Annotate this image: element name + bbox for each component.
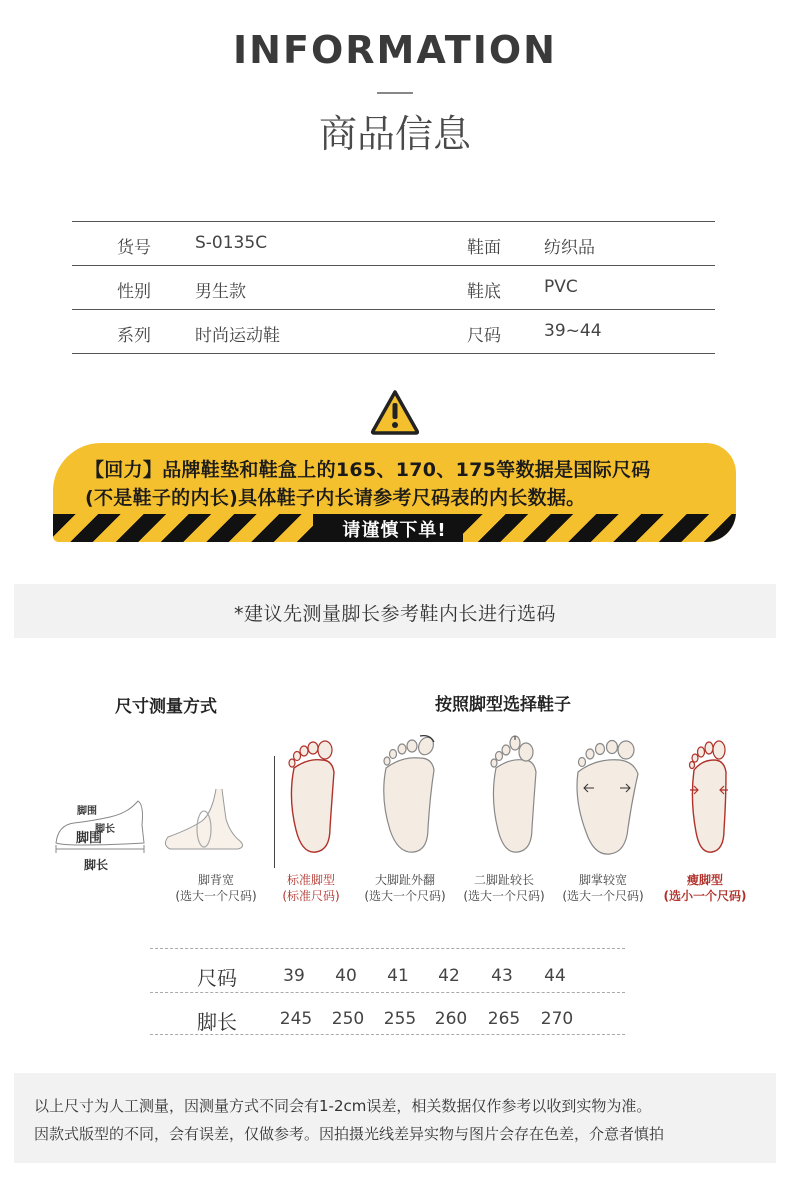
- foot-type-caption: [358, 872, 452, 904]
- instep-measure-icon: [160, 785, 255, 855]
- foot-type-advice: (选大一个尺码): [463, 889, 545, 903]
- foot-type-advice: (选大一个尺码): [562, 889, 644, 903]
- length-label: 脚长: [84, 858, 109, 872]
- section-divider: [274, 756, 275, 868]
- disclaimer-line-2: 因款式版型的不同，会有误差，仅做参考。因拍摄光线差异实物与图片会存在色差，介意者慎拍: [34, 1125, 665, 1143]
- size-cell: 43: [491, 966, 513, 986]
- length-cell: 250: [331, 1009, 365, 1029]
- page-subtitle: 商品信息: [318, 112, 471, 156]
- foot-type-name: 瘦脚型: [686, 873, 723, 887]
- spec-row: [72, 222, 715, 266]
- length-cell: 245: [279, 1009, 313, 1029]
- spec-label: 鞋面: [467, 238, 501, 258]
- slim-foot-icon: [682, 738, 736, 858]
- bunion-foot-icon: [376, 732, 446, 858]
- spec-label: 尺码: [467, 326, 501, 346]
- foot-type-heading: 按照脚型选择鞋子: [435, 695, 571, 715]
- foot-type-advice: (标准尺码): [282, 889, 340, 903]
- size-cell: 42: [438, 966, 460, 986]
- size-cell: 41: [387, 966, 409, 986]
- spec-row: [72, 310, 715, 354]
- spec-value: 时尚运动鞋: [195, 326, 280, 346]
- foot-type-name: 二脚趾较长: [473, 873, 534, 887]
- suggestion-band: [14, 584, 776, 638]
- spec-label: 性别: [117, 282, 151, 302]
- disclaimer-band: [14, 1073, 776, 1163]
- size-cell: 44: [544, 966, 566, 986]
- size-cell: 39: [283, 966, 305, 986]
- warning-banner: [53, 443, 736, 542]
- disclaimer-line-1: 以上尺寸为人工测量，因测量方式不同会有1-2cm误差，相关数据仅作参考以收到实物为准。: [34, 1097, 652, 1115]
- instep-caption: [166, 872, 266, 904]
- standard-foot-icon: [282, 738, 342, 858]
- spec-value: S-0135C: [195, 233, 268, 253]
- size-chart-divider: [150, 992, 625, 993]
- length-cell: 255: [383, 1009, 417, 1029]
- foot-type-name: 标准脚型: [286, 873, 335, 887]
- size-chart-divider: [150, 948, 625, 949]
- warning-line-1: 【回力】品牌鞋垫和鞋盒上的165、170、175等数据是国际尺码: [85, 459, 651, 481]
- spec-value: PVC: [544, 277, 578, 297]
- foot-type-advice: (选小一个尺码): [663, 889, 747, 903]
- foot-type-caption: [556, 872, 650, 904]
- warning-line-2: (不是鞋子的内长)具体鞋子内长请参考尺码表的内长数据。: [85, 487, 586, 509]
- length-cell: 270: [540, 1009, 574, 1029]
- length-row-label: 脚长: [197, 1010, 237, 1034]
- girth-label: 脚围: [77, 806, 97, 817]
- wide-foot-icon: [572, 734, 644, 858]
- size-chart-divider: [150, 1034, 625, 1035]
- page-title: INFORMATION: [233, 28, 557, 72]
- spec-value: 纺织品: [544, 238, 595, 258]
- instep-caption-note: (选大一个尺码): [175, 889, 257, 903]
- instep-caption-title: 脚背宽: [197, 873, 234, 887]
- foot-type-advice: (选大一个尺码): [364, 889, 446, 903]
- foot-type-caption: [266, 872, 356, 904]
- spec-value: 39~44: [544, 321, 602, 341]
- spec-label: 系列: [117, 326, 151, 346]
- long-second-toe-foot-icon: [484, 734, 546, 858]
- title-divider: [377, 92, 413, 94]
- spec-table: [72, 221, 715, 354]
- spec-row: [72, 266, 715, 310]
- length-label-small: 脚长: [95, 824, 115, 835]
- foot-type-name: 大脚趾外翻: [374, 873, 435, 887]
- length-cell: 265: [487, 1009, 521, 1029]
- spec-label: 货号: [117, 238, 151, 258]
- measure-heading: 尺寸测量方式: [115, 697, 217, 717]
- warning-triangle-icon: [370, 389, 420, 435]
- spec-value: 男生款: [195, 282, 246, 302]
- foot-type-caption: [655, 872, 755, 904]
- size-cell: 40: [335, 966, 357, 986]
- caution-text: 请谨慎下单!: [342, 520, 447, 541]
- foot-type-name: 脚掌较宽: [578, 873, 627, 887]
- length-cell: 260: [434, 1009, 468, 1029]
- girth-label-large: 脚围: [76, 831, 103, 846]
- spec-label: 鞋底: [467, 282, 501, 302]
- size-row-label: 尺码: [197, 966, 237, 990]
- suggestion-text: *建议先测量脚长参考鞋内长进行选码: [233, 603, 556, 625]
- foot-type-caption: [457, 872, 551, 904]
